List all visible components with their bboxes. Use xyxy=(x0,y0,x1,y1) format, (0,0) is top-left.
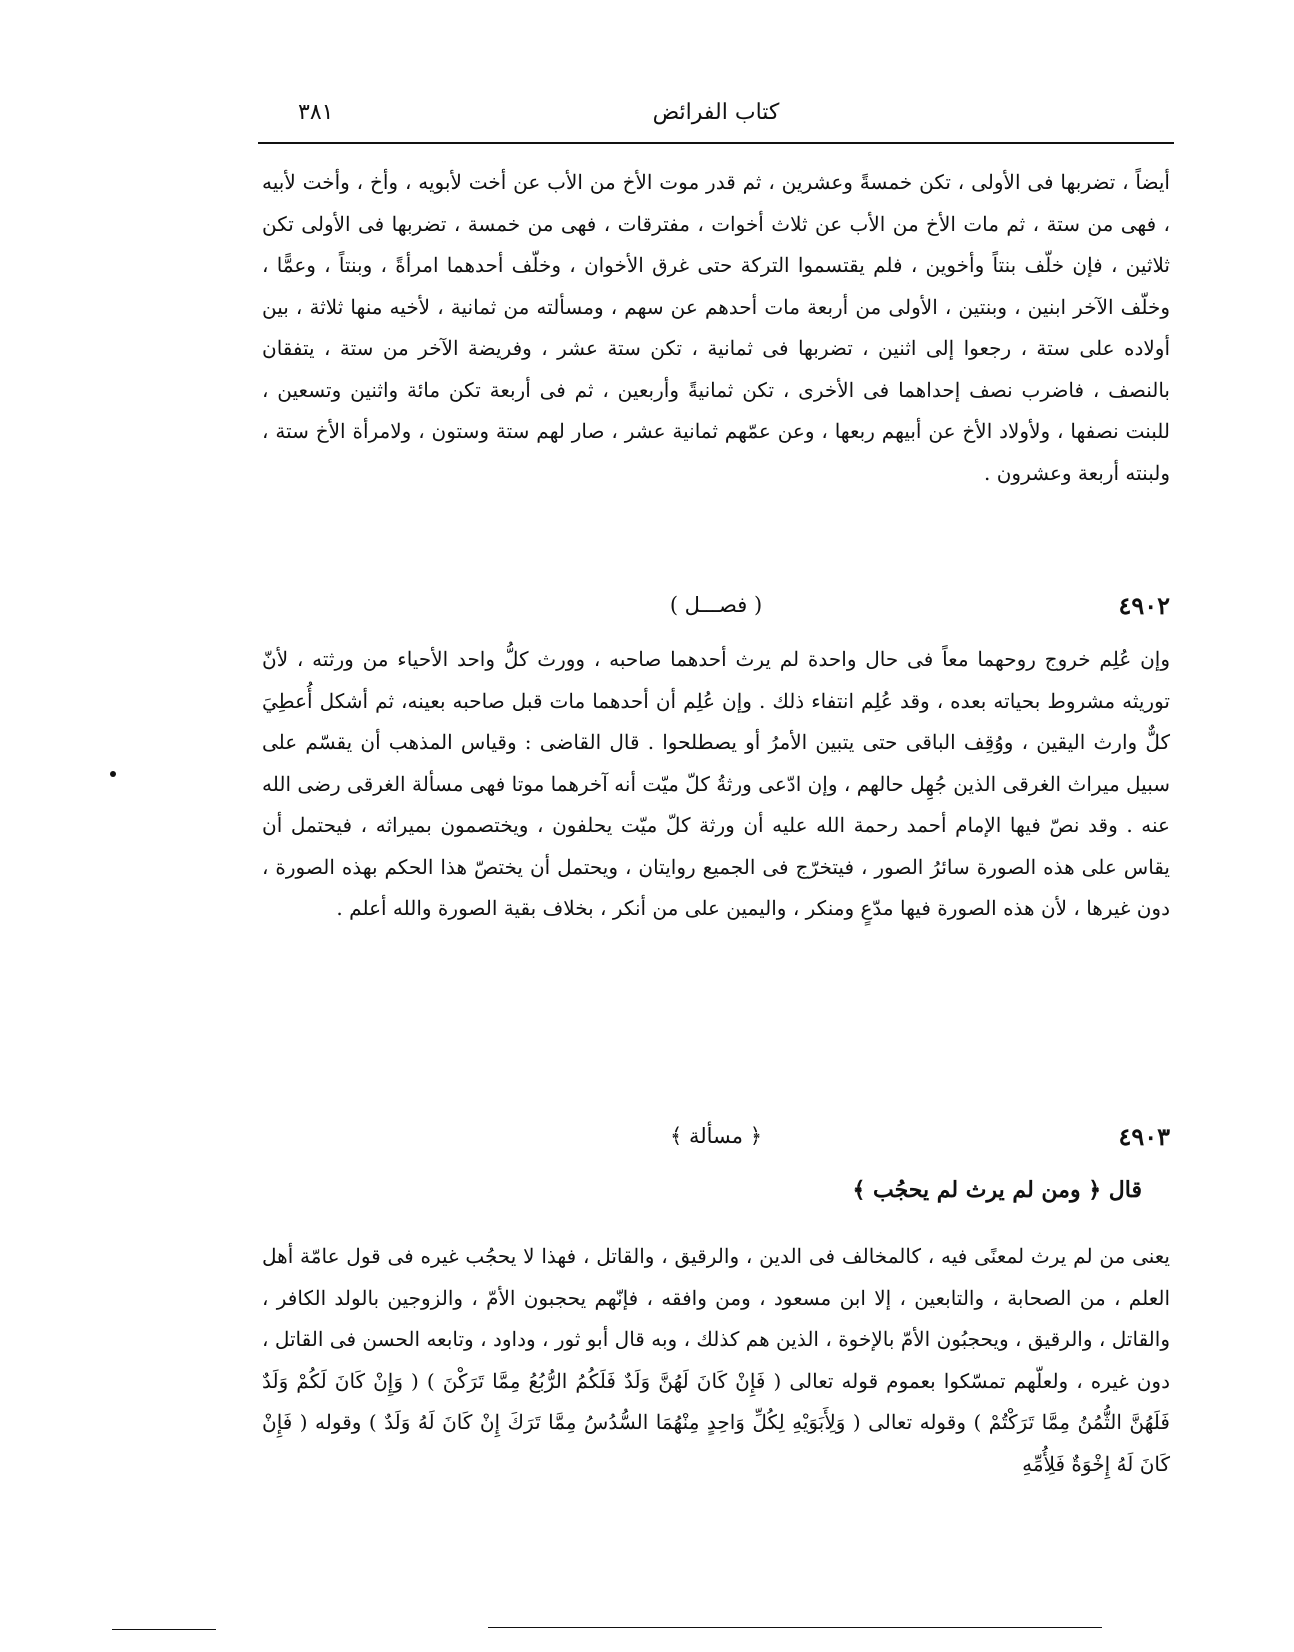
page-header xyxy=(258,96,1174,140)
section-title: ( فصـــل ) xyxy=(669,593,763,617)
section-heading-4903 xyxy=(262,1122,1170,1162)
section-number: ٤٩٠٢ xyxy=(1118,591,1170,620)
section-4902-body: وإن عُلِم خروج روحهما معاً فى حال واحدة لم يرث أحدهما صاحبه ، وورث كلُّ واحد الأحياء من ورثته ، لأنّ توريثه مشروط بحياته بعده ، وقد عُلِم انتفاء ذلك . وإن عُلِم أن أحدهما مات قبل صاحبه بعينه، ثم أشكل أُعطِيَ كلٌّ وارث اليقين ، ووُقِف الباقى حتى يتبين الأمرُ أو يصطلحوا . قال القاضى : وقياس المذهب أن يقسّم على سبيل ميراث الغرقى الذين جُهِل حالهم ، وإن ادّعى ورثةُ كلّ ميّت أنه آخرهما موتا فهى مسألة الغرقى رضى الله عنه . وقد نصّ فيها الإمام أحمد رحمة الله عليه أن ورثة كلّ ميّت يحلفون ، ويختصمون بميراثه ، فيحتمل أن يقاس على هذه الصورة سائرُ الصور ، فيتخرّج فى الجميع روايتان ، ويحتمل أن يختصّ هذا الحكم بهذه الصورة ، دون غيرها ، لأن هذه الصورة فيها مدّعٍ ومنكر ، واليمين على من أنكر ، بخلاف بقية الصورة والله أعلم . xyxy=(262,647,1170,920)
footnote-rule-right xyxy=(488,1627,1102,1628)
quoted-text-line: قال ﴿ ومن لم يرث لم يحجُب ﴾ xyxy=(852,1177,1142,1203)
section-title: ﴿ مسألة ﴾ xyxy=(670,1124,762,1148)
page-number: ٣٨١ xyxy=(298,100,334,125)
section-4903-body: يعنى من لم يرث لمعنًى فيه ، كالمخالف فى الدين ، والرقيق ، والقاتل ، فهذا لا يحجُب غيره فى قول عامّة أهل العلم ، من الصحابة ، والتابعين ، إلا ابن مسعود ، ومن وافقه ، فإنّهم يحجبون الأمّ ، والزوجين بالولد الكافر ، والقاتل ، والرقيق ، ويحجبُون الأمّ بالإخوة ، الذين هم كذلك ، وبه قال أبو ثور ، وداود ، وتابعه الحسن فى القاتل ، دون غيره ، ولعلّهم تمسّكوا بعموم قوله تعالى ( فَإِنْ كَانَ لَهُنَّ وَلَدٌ فَلَكُمُ الرُّبُعُ مِمَّا تَرَكْنَ ) ( وَإِنْ كَانَ لَكُمْ وَلَدٌ فَلَهُنَّ الثُّمُنُ مِمَّا تَرَكْتُمْ ) وقوله تعالى ( وَلِأَبَوَيْهِ لِكُلِّ وَاحِدٍ مِنْهُمَا السُّدُسُ مِمَّا تَرَكَ إِنْ كَانَ لَهُ وَلَدٌ ) وقوله ( فَإِنْ كَانَ لَهُ إِخْوَةٌ فَلِأُمِّهِ xyxy=(262,1244,1170,1476)
top-paragraph: أيضاً ، تضربها فى الأولى ، تكن خمسةً وعشرين ، ثم قدر موت الأخ من الأب عن أخت لأبويه ، وأخ ، وأخت لأبيه ، فهى من ستة ، ثم مات الأخ من الأب عن ثلاث أخوات ، مفترقات ، فهى من خمسة ، تضربها فى الأولى تكن ثلاثين ، فإن خلّف بنتاً وأخوين ، فلم يقتسموا التركة حتى غرق الأخوان ، وخلّف أحدهما امرأةً ، وبنتاً ، وعمًّا ، وخلّف الآخر ابنين ، وبنتين ، الأولى من أربعة مات أحدهم عن سهم ، ومسألته من ثمانية ، لأخيه منها ثلاثة ، بين أولاده على ستة ، رجعوا إلى اثنين ، تضربها فى ثمانية ، تكن ستة عشر ، وفريضة الآخر من ستة ، يتفقان بالنصف ، فاضرب نصف إحداهما فى الأخرى ، تكن ثمانيةً وأربعين ، ثم فى أربعة تكن مائة واثنين وتسعين ، للبنت نصفها ، ولأولاد الأخ عن أبيهم ربعها ، وعن عمّهم ثمانية عشر ، صار لهم ستة وستون ، ولامرأة الأخ ستة ، ولبنته أربعة وعشرون . xyxy=(262,170,1170,485)
section-heading-4902 xyxy=(262,591,1170,631)
footnote-rule-left xyxy=(112,1629,216,1630)
running-title: كتاب الفرائض xyxy=(652,100,780,125)
section-number: ٤٩٠٣ xyxy=(1118,1122,1170,1151)
header-rule xyxy=(258,142,1174,144)
margin-dot xyxy=(110,771,116,777)
